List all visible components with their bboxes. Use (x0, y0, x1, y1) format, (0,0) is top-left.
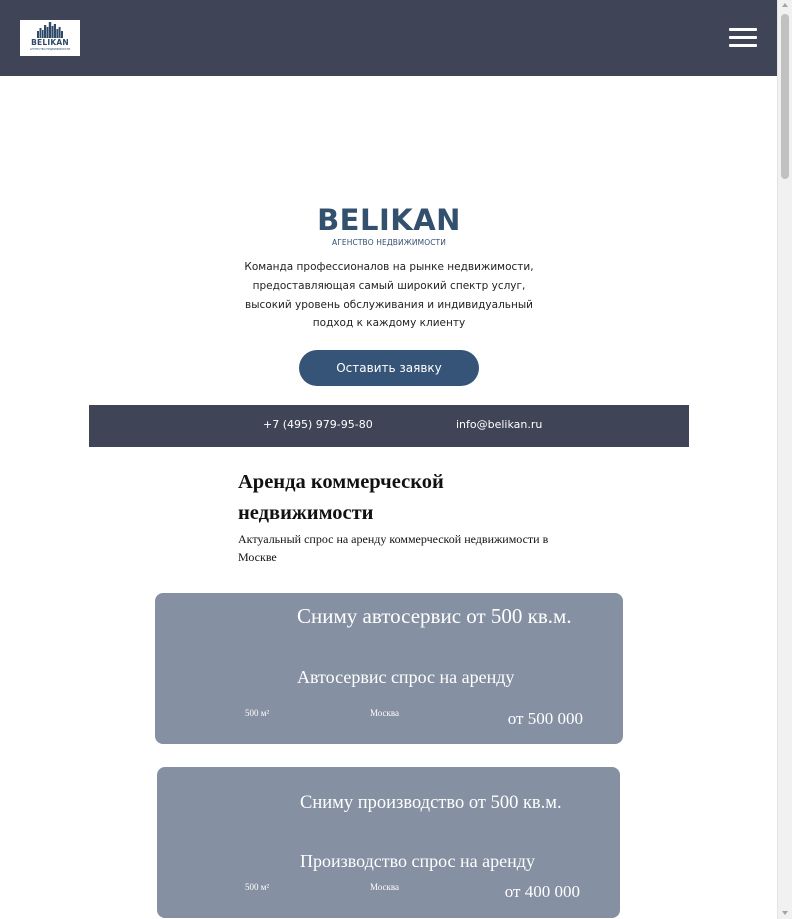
listing-price: от 500 000 (507, 709, 583, 728)
logo-text: BELIKAN (31, 38, 69, 47)
listing-price: от 400 000 (504, 882, 580, 901)
scroll-thumb[interactable] (781, 14, 789, 179)
hero-brand-subtitle: АГЕНСТВО НЕДВИЖИМОСТИ (332, 238, 446, 247)
site-header (0, 0, 777, 76)
scroll-up-arrow-icon[interactable] (782, 3, 788, 7)
phone-link[interactable]: +7 (495) 979-95-80 (263, 418, 373, 431)
site-logo[interactable] (20, 20, 80, 56)
listing-title[interactable]: Сниму автосервис от 500 кв.м. (297, 604, 572, 628)
submit-request-button[interactable]: Оставить заявку (299, 350, 479, 386)
listing-area: 500 м² (245, 882, 270, 892)
listing-city: Москва (370, 708, 399, 718)
listing-area: 500 м² (245, 708, 270, 718)
page-scrollbar[interactable] (777, 0, 792, 919)
hero-tagline: Команда профессионалов на рынке недвижимости, предоставляющая самый широкий спектр услуг, высокий уровень обслуживания и индивидуальный подход к каждому клиенту (244, 261, 534, 330)
listing-subtitle: Производство спрос на аренду (300, 851, 535, 871)
scroll-down-arrow-icon[interactable] (782, 911, 788, 915)
hamburger-menu-icon[interactable] (729, 27, 757, 47)
email-link[interactable]: info@belikan.ru (456, 418, 543, 431)
listing-title[interactable]: Сниму производство от 500 кв.м. (300, 793, 562, 813)
listing-city: Москва (370, 882, 399, 892)
listing-card[interactable] (155, 593, 623, 744)
logo-subtitle: АГЕНТСТВО НЕДВИЖИМОСТИ (29, 48, 71, 51)
section-title: Аренда коммерческой недвижимости (238, 471, 444, 524)
listing-card[interactable] (157, 767, 620, 918)
section-description: Актуальный спрос на аренду коммерческой недвижимости в Москве (238, 532, 549, 564)
city-skyline-icon (20, 20, 80, 40)
hero-brand-title: BELIKAN (317, 203, 461, 237)
contact-bar (89, 405, 689, 447)
listing-subtitle: Автосервис спрос на аренду (297, 667, 515, 687)
